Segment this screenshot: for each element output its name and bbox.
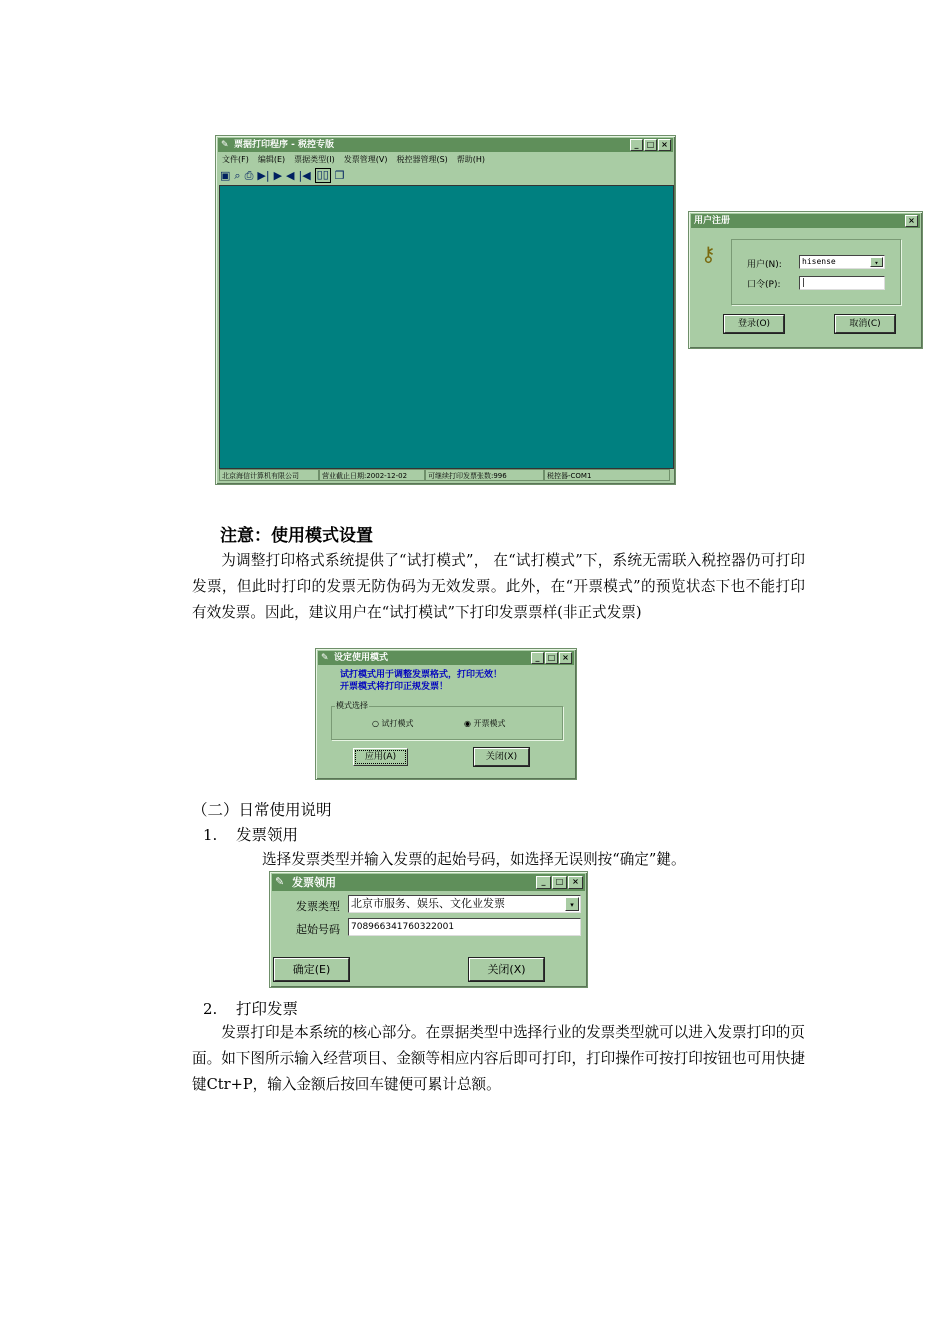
status-company: 北京海信计算机有限公司 bbox=[219, 469, 319, 481]
item2-number: 2. bbox=[203, 1000, 218, 1018]
login-titlebar bbox=[691, 214, 920, 228]
chevron-down-icon[interactable]: ▾ bbox=[870, 257, 883, 267]
save-icon[interactable]: ▣ bbox=[220, 169, 231, 182]
notice-paragraph: 为调整打印格式系统提供了“试打模式”， 在“试打模式”下，系统无需联入税控器仍可打印发票，但此时打印的发票无防伪码为无效发票。此外，在“开票模式”的预览状态下也不能打印有效发票。因此，建议用户在“试打模试”下打印发票票样(非正式发票) bbox=[192, 552, 805, 621]
mode-titlebar bbox=[318, 651, 574, 665]
type-value: 北京市服务、娱乐、文化业发票 bbox=[351, 897, 505, 910]
workspace-canvas bbox=[219, 185, 674, 469]
main-window bbox=[215, 135, 676, 485]
password-label: 口令(P): bbox=[747, 280, 781, 290]
item2-title: 打印发票 bbox=[236, 1000, 299, 1018]
close-button[interactable]: × bbox=[559, 652, 572, 664]
minimize-button[interactable]: _ bbox=[531, 652, 544, 664]
close-mode-button[interactable]: 关闭(X) bbox=[474, 748, 529, 766]
login-dialog bbox=[688, 211, 923, 349]
close-button[interactable]: × bbox=[905, 215, 918, 227]
app-icon: ✎ bbox=[321, 653, 329, 663]
minimize-button[interactable]: _ bbox=[630, 139, 643, 151]
search-icon[interactable]: ⌕ bbox=[234, 169, 241, 182]
mode-message bbox=[340, 669, 502, 693]
close-receive-button[interactable]: 关闭(X) bbox=[469, 958, 544, 981]
toolbar bbox=[220, 168, 345, 183]
close-button[interactable]: × bbox=[658, 139, 671, 151]
play-icon[interactable]: ▶ bbox=[273, 169, 283, 182]
menu-edit[interactable]: 编辑(E) bbox=[257, 155, 286, 164]
mode-dialog bbox=[315, 648, 577, 780]
radio-empty-icon: ○ bbox=[372, 719, 379, 728]
login-group bbox=[731, 239, 901, 305]
start-label: 起始号码 bbox=[296, 923, 340, 936]
menu-file[interactable]: 文件(F) bbox=[222, 155, 249, 164]
type-label: 发票类型 bbox=[296, 900, 340, 913]
mode-title: 设定使用模式 bbox=[334, 653, 389, 663]
radio-selected-icon: ◉ bbox=[464, 719, 471, 728]
start-number-value: 708966341760322001 bbox=[351, 922, 455, 932]
maximize-button[interactable]: □ bbox=[552, 876, 567, 889]
option-issue-label: 开票模式 bbox=[473, 719, 506, 728]
app-icon: ✎ bbox=[275, 875, 285, 888]
item1-number: 1. bbox=[203, 826, 218, 844]
ok-button[interactable]: 确定(E) bbox=[274, 958, 349, 981]
option-test-label: 试打模式 bbox=[381, 719, 414, 728]
mode-group bbox=[331, 706, 563, 740]
maximize-button[interactable]: □ bbox=[545, 652, 558, 664]
receive-title: 发票领用 bbox=[292, 876, 336, 889]
status-device: 税控器-COM1 bbox=[544, 469, 670, 481]
mode-message-line2: 开票模式将打印正规发票！ bbox=[340, 682, 449, 692]
status-remaining: 可继续打印发票张数:996 bbox=[425, 469, 544, 481]
item1-title: 发票领用 bbox=[236, 826, 299, 844]
mode-group-label: 模式选择 bbox=[336, 701, 368, 710]
maximize-button[interactable]: □ bbox=[644, 139, 657, 151]
cancel-button[interactable]: 取消(C) bbox=[835, 315, 895, 333]
next-icon[interactable]: ▶| bbox=[257, 169, 270, 182]
user-label: 用户(N): bbox=[747, 260, 782, 270]
print-icon[interactable]: ⎙ bbox=[244, 169, 254, 182]
receive-titlebar bbox=[272, 874, 585, 891]
back-icon[interactable]: ◀ bbox=[286, 169, 295, 182]
status-expiry: 营业截止日期:2002-12-02 bbox=[319, 469, 425, 481]
mode-message-line1: 试打模式用于调整发票格式，打印无效！ bbox=[340, 670, 503, 680]
minimize-button[interactable]: _ bbox=[536, 876, 551, 889]
menu-help[interactable]: 帮助(H) bbox=[456, 155, 486, 164]
password-field[interactable]: | bbox=[799, 276, 885, 290]
first-icon[interactable]: |◀ bbox=[298, 169, 311, 182]
item2-paragraph: 发票打印是本系统的核心部分。在票据类型中选择行业的发票类型就可以进入发票打印的页面。如下图所示输入经营项目、金额等相应内容后即可打印，打印操作可按打印按钮也可用快捷键Ctr+P，输入金额后按回车键便可累计总额。 bbox=[192, 1024, 805, 1093]
notice-heading: 注意：使用模式设置 bbox=[220, 526, 373, 546]
close-button[interactable]: × bbox=[568, 876, 583, 889]
menu-tax-device[interactable]: 税控器管理(S) bbox=[396, 155, 448, 164]
receive-dialog bbox=[269, 871, 588, 988]
app-icon: ✎ bbox=[221, 140, 229, 150]
columns-icon[interactable]: ▯▯ bbox=[316, 168, 329, 181]
keys-icon: ⚷ bbox=[701, 242, 716, 266]
main-window-titlebar bbox=[218, 138, 673, 152]
main-window-title: 票据打印程序 - 税控专版 bbox=[234, 140, 335, 150]
window-icon[interactable]: ❐ bbox=[334, 169, 345, 182]
option-test-radio[interactable] bbox=[372, 718, 414, 729]
login-title: 用户注册 bbox=[694, 216, 731, 226]
apply-button[interactable]: 应用(A) bbox=[353, 748, 408, 766]
status-bar bbox=[219, 469, 672, 481]
menu-ticket-type[interactable]: 票据类型(I) bbox=[294, 155, 335, 164]
menu-invoice-manage[interactable]: 发票管理(V) bbox=[343, 155, 388, 164]
user-value: hisense bbox=[802, 257, 836, 266]
section-heading: （二）日常使用说明 bbox=[192, 801, 332, 819]
item1-text: 选择发票类型并输入发票的起始号码，如选择无误则按“确定”鍵。 bbox=[262, 851, 686, 868]
option-issue-radio[interactable] bbox=[464, 718, 506, 729]
menu-bar bbox=[222, 153, 485, 166]
chevron-down-icon[interactable]: ▾ bbox=[565, 897, 579, 911]
login-button[interactable]: 登录(O) bbox=[724, 315, 784, 333]
start-number-field[interactable] bbox=[348, 918, 581, 936]
user-select[interactable] bbox=[799, 255, 885, 269]
type-select[interactable] bbox=[348, 895, 581, 913]
